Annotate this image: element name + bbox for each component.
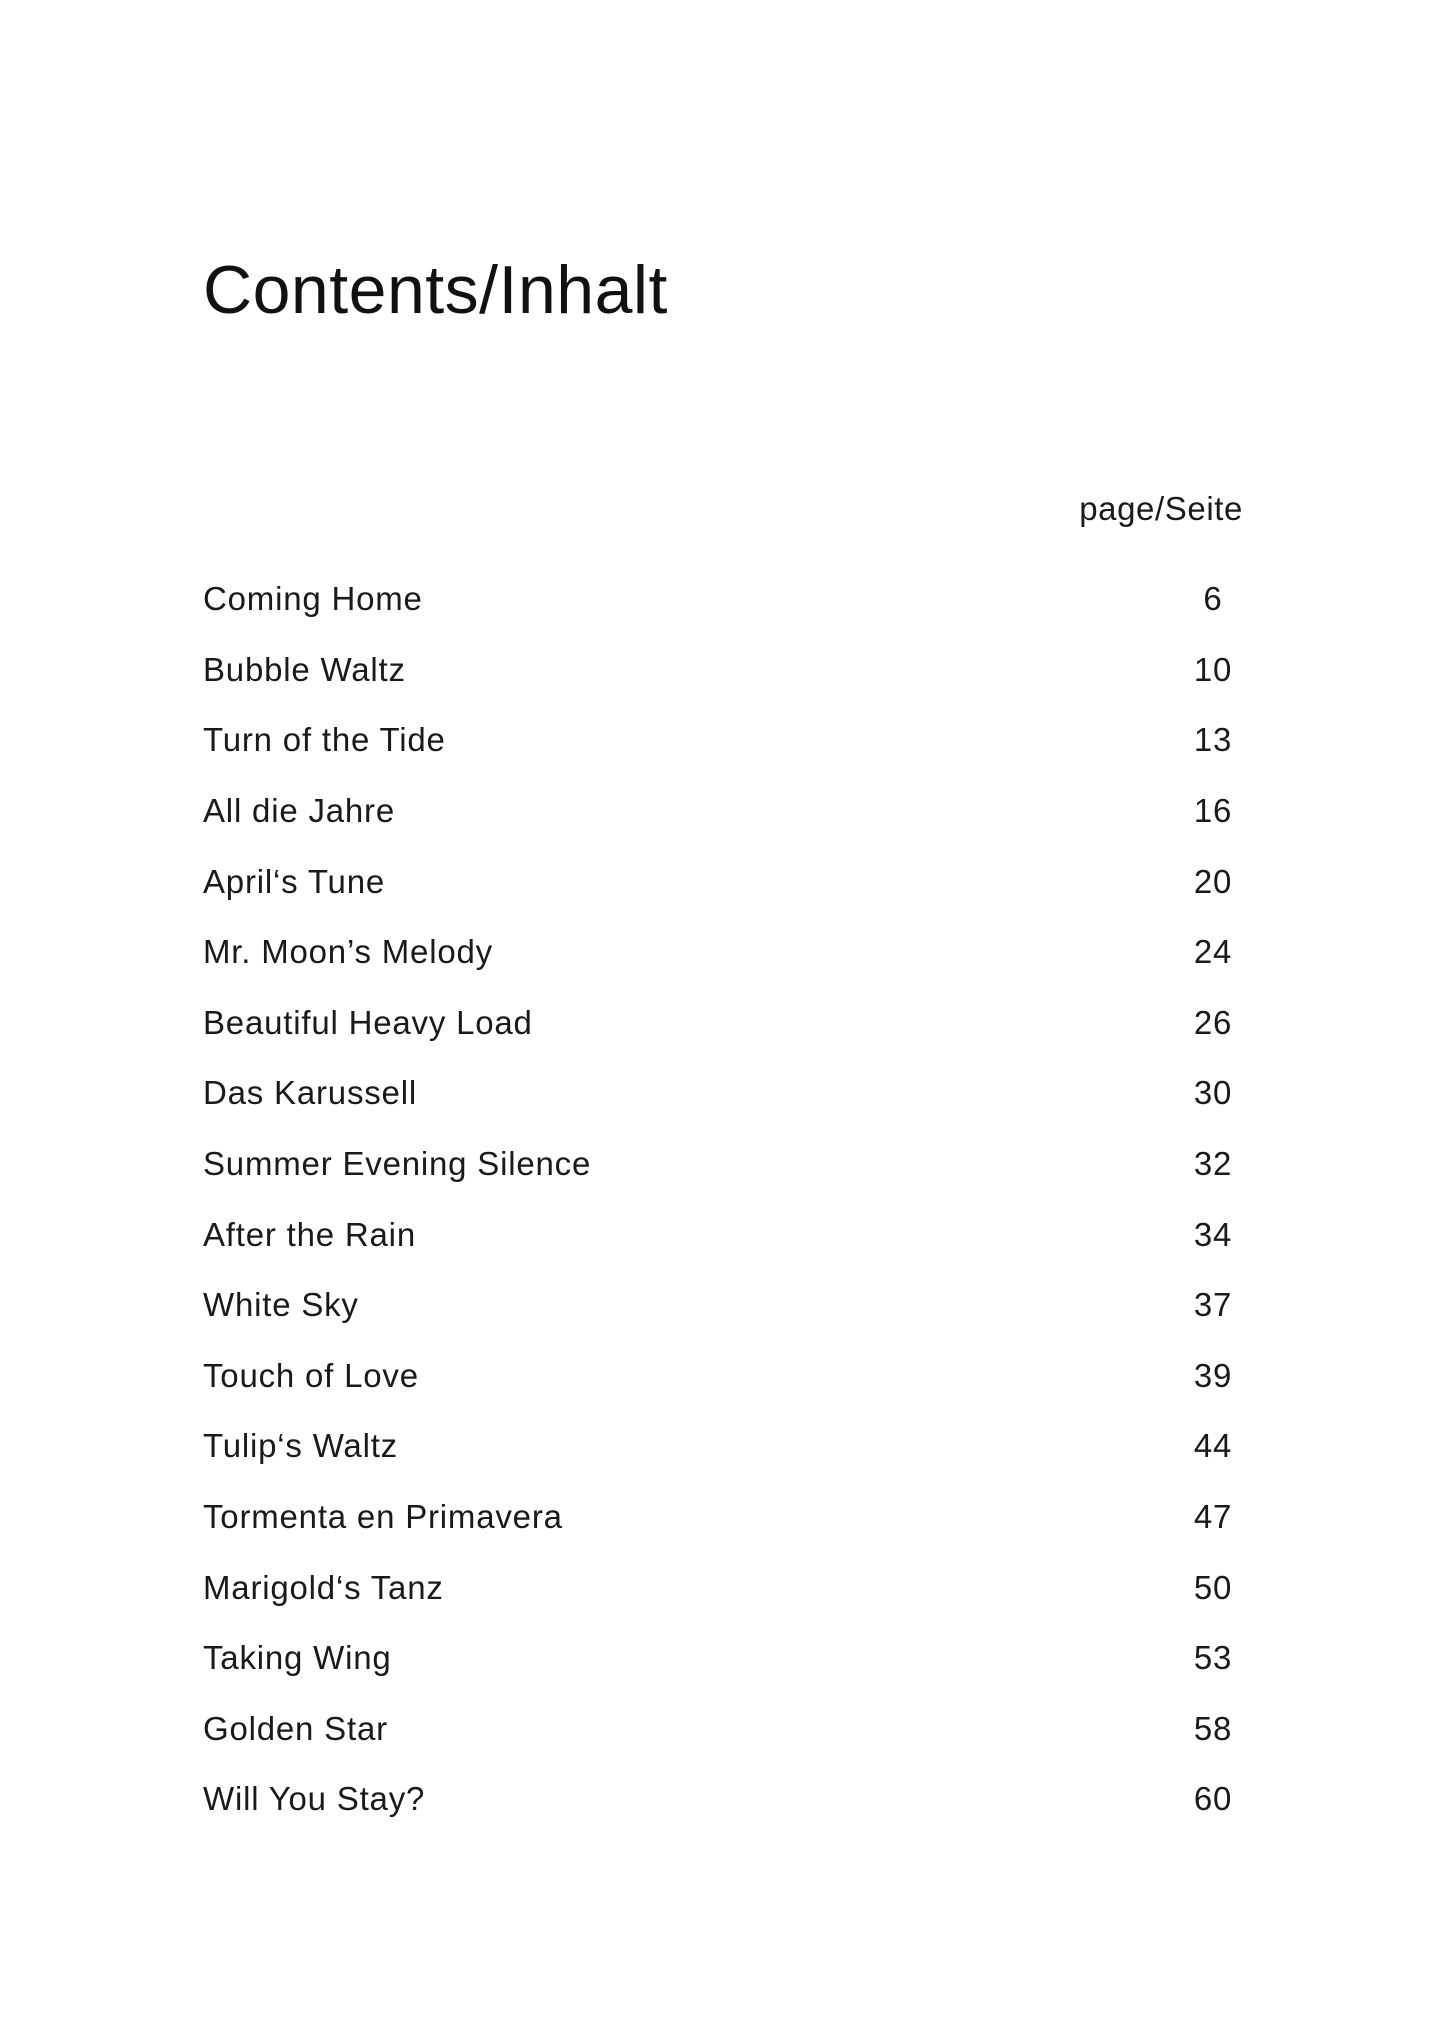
toc-entry: [203, 1270, 1243, 1341]
toc-entry-title: Touch of Love: [203, 1356, 419, 1394]
toc-entry-page: 10: [1193, 650, 1233, 688]
toc-entry-title: Mr. Moon’s Melody: [203, 933, 493, 971]
toc-entry-page: 6: [1203, 580, 1223, 618]
toc-entry: [203, 1482, 1243, 1553]
toc-entry-title: Bubble Waltz: [203, 650, 406, 688]
toc-entry: [203, 988, 1243, 1059]
toc-entry-title: Golden Star: [203, 1709, 388, 1747]
toc-entry: [203, 846, 1243, 917]
toc-entry-page: 26: [1193, 1003, 1233, 1041]
toc-entry-page: 34: [1193, 1215, 1233, 1253]
toc-entry-page: 37: [1193, 1286, 1233, 1324]
toc-entry-page: 24: [1193, 933, 1233, 971]
toc-entry-page: 32: [1193, 1145, 1233, 1183]
toc-entry-page: 20: [1193, 862, 1233, 900]
toc-entry-page: 58: [1193, 1709, 1233, 1747]
toc-entry: [203, 776, 1243, 847]
toc-entry-page: 16: [1193, 792, 1233, 830]
toc-entry-page: 44: [1193, 1427, 1233, 1465]
toc-entry: [203, 1764, 1243, 1835]
toc-entry-title: White Sky: [203, 1286, 359, 1324]
toc-entry: [203, 1411, 1243, 1482]
toc-entry: [203, 1341, 1243, 1412]
toc-entry-page: 47: [1193, 1498, 1233, 1536]
page-title: Contents/Inhalt: [203, 252, 668, 328]
toc-entry-page: 53: [1193, 1639, 1233, 1677]
toc-entry-title: Tulip‘s Waltz: [203, 1427, 398, 1465]
toc-entry-page: 60: [1193, 1780, 1233, 1818]
toc-entry-title: Coming Home: [203, 580, 423, 618]
toc-entry: [203, 1058, 1243, 1129]
table-of-contents: [203, 564, 1243, 1835]
toc-entry-title: April‘s Tune: [203, 862, 386, 900]
toc-entry: [203, 1129, 1243, 1200]
toc-entry-title: Will You Stay?: [203, 1780, 426, 1818]
toc-entry-title: Marigold‘s Tanz: [203, 1568, 444, 1606]
toc-entry-title: Summer Evening Silence: [203, 1145, 592, 1183]
toc-entry: [203, 1694, 1243, 1765]
toc-entry-page: 30: [1193, 1074, 1233, 1112]
toc-entry-title: Beautiful Heavy Load: [203, 1003, 533, 1041]
toc-entry: [203, 917, 1243, 988]
toc-entry: [203, 1199, 1243, 1270]
toc-entry-title: After the Rain: [203, 1215, 416, 1253]
page-column-header: page/Seite: [1079, 490, 1243, 527]
toc-entry-title: Taking Wing: [203, 1639, 392, 1677]
toc-entry: [203, 564, 1243, 635]
toc-entry: [203, 1623, 1243, 1694]
toc-entry: [203, 635, 1243, 706]
toc-entry-title: Turn of the Tide: [203, 721, 446, 759]
toc-entry-page: 13: [1193, 721, 1233, 759]
toc-entry-title: All die Jahre: [203, 792, 395, 830]
toc-entry-title: Tormenta en Primavera: [203, 1498, 563, 1536]
toc-entry-title: Das Karussell: [203, 1074, 417, 1112]
toc-entry: [203, 1552, 1243, 1623]
toc-entry-page: 50: [1193, 1568, 1233, 1606]
toc-entry: [203, 705, 1243, 776]
toc-entry-page: 39: [1193, 1356, 1233, 1394]
